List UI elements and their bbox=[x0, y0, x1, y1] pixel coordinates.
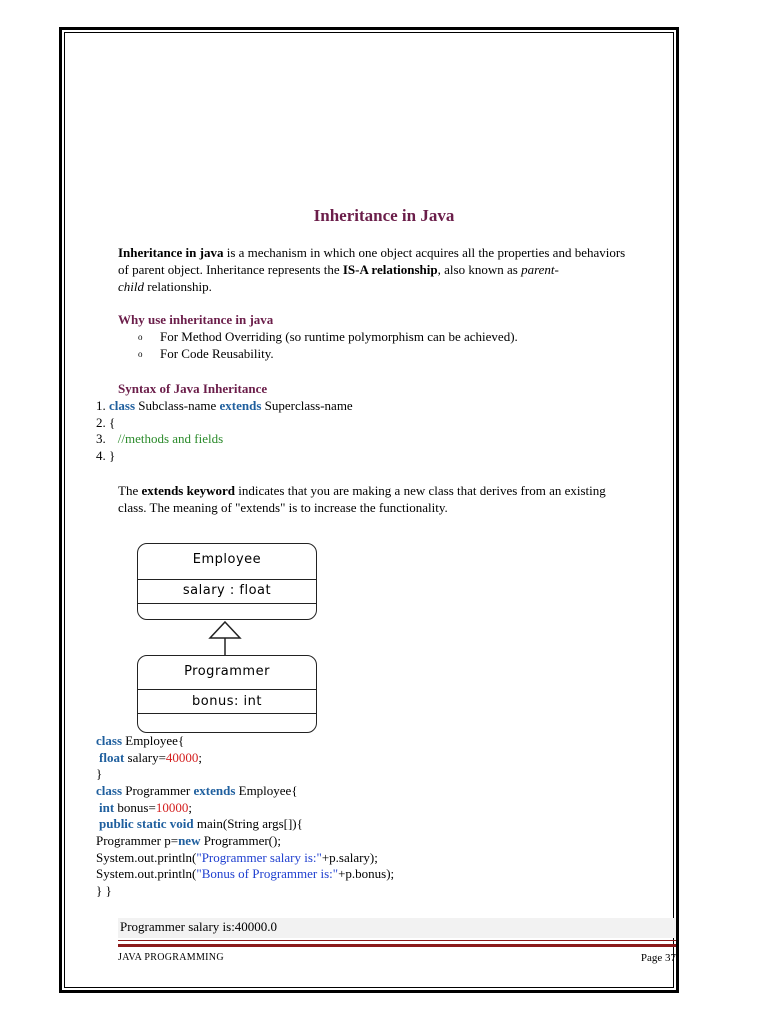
code-line bbox=[96, 833, 281, 850]
intro-text: relationship. bbox=[144, 279, 212, 294]
code-line: } } bbox=[96, 883, 112, 898]
footer-title: JAVA PROGRAMMING bbox=[118, 952, 224, 963]
uml-divider bbox=[138, 579, 316, 580]
inheritance-arrow-icon bbox=[200, 620, 250, 658]
syntax-line-1 bbox=[96, 398, 353, 415]
bullet-item bbox=[138, 346, 274, 362]
code-text: main(String args[]){ bbox=[193, 816, 303, 831]
bullet-text: For Code Reusability. bbox=[160, 346, 274, 361]
intro-text: of parent object. Inheritance represents the bbox=[118, 262, 343, 277]
code-number: 10000 bbox=[155, 800, 189, 815]
extends-bold: extends keyword bbox=[141, 483, 235, 498]
code-text: System.out.println( bbox=[96, 866, 197, 881]
keyword: int bbox=[99, 800, 115, 815]
line-number: 3. bbox=[96, 431, 106, 446]
intro-bold-lead: Inheritance in java bbox=[118, 245, 224, 260]
syntax-line-4: 4. } bbox=[96, 448, 116, 463]
keyword: class bbox=[96, 783, 122, 798]
code-text: Employee{ bbox=[235, 783, 298, 798]
uml-class-name: Programmer bbox=[184, 664, 270, 679]
bullet-circle-icon: o bbox=[138, 332, 143, 342]
uml-divider bbox=[138, 713, 316, 714]
output-text: Programmer salary is:40000.0 bbox=[120, 919, 278, 934]
extends-text: indicates that you are making a new class that derives from an existing bbox=[235, 483, 606, 498]
syntax-line-3 bbox=[96, 431, 223, 448]
footer-rule-thin bbox=[118, 940, 676, 941]
code-text: Employee{ bbox=[122, 733, 185, 748]
keyword: float bbox=[99, 750, 125, 765]
code-line bbox=[99, 750, 202, 767]
code-text: +p.bonus); bbox=[338, 866, 395, 881]
uml-class-programmer bbox=[137, 655, 317, 733]
code-comment: //methods and fields bbox=[117, 431, 224, 446]
code-text: Programmer bbox=[122, 783, 194, 798]
code-text: ; bbox=[188, 800, 192, 815]
syntax-heading: Syntax of Java Inheritance bbox=[118, 381, 268, 396]
code-line bbox=[99, 816, 303, 833]
extends-line-2: class. The meaning of "extends" is to increase the functionality. bbox=[118, 500, 448, 515]
uml-divider bbox=[138, 603, 316, 604]
uml-attribute: salary : float bbox=[182, 583, 272, 598]
bullet-text: For Method Overriding (so runtime polymorphism can be achieved). bbox=[160, 329, 518, 344]
uml-class-name: Employee bbox=[192, 552, 262, 567]
code-text: System.out.println( bbox=[96, 850, 197, 865]
code-text: +p.salary); bbox=[321, 850, 378, 865]
bullet-circle-icon: o bbox=[138, 349, 143, 359]
code-text: Superclass-name bbox=[261, 398, 353, 413]
code-line bbox=[96, 866, 394, 883]
code-text: Programmer p= bbox=[96, 833, 179, 848]
why-heading: Why use inheritance in java bbox=[118, 312, 274, 327]
intro-line-2 bbox=[118, 262, 559, 279]
code-line bbox=[96, 733, 184, 750]
bullet-item bbox=[138, 329, 518, 345]
extends-text: The bbox=[118, 483, 142, 498]
footer-rule-thick bbox=[118, 944, 676, 947]
code-text: Subclass-name bbox=[135, 398, 220, 413]
code-line: } bbox=[96, 766, 103, 781]
code-text: ; bbox=[198, 750, 203, 765]
intro-line-3 bbox=[118, 279, 212, 296]
syntax-line-2: 2. { bbox=[96, 415, 116, 430]
code-line bbox=[96, 850, 378, 867]
keyword: new bbox=[178, 833, 201, 848]
page-number: Page 37 bbox=[640, 952, 676, 964]
uml-class-employee bbox=[137, 543, 317, 620]
child-italic: child bbox=[118, 279, 144, 294]
uml-divider bbox=[138, 689, 316, 690]
parent-italic: parent- bbox=[521, 262, 559, 277]
keyword: class bbox=[96, 733, 122, 748]
code-string: "Bonus of Programmer is:" bbox=[196, 866, 339, 881]
code-text: bonus= bbox=[114, 800, 156, 815]
intro-line-1 bbox=[118, 245, 625, 262]
code-number: 40000 bbox=[165, 750, 199, 765]
extends-line-1 bbox=[118, 483, 606, 500]
is-a-bold: IS-A relationship bbox=[342, 262, 438, 277]
program-output bbox=[118, 918, 676, 938]
line-number: 1. bbox=[96, 398, 109, 413]
code-text: Programmer(); bbox=[200, 833, 281, 848]
code-string: "Programmer salary is:" bbox=[196, 850, 322, 865]
code-line bbox=[99, 800, 192, 817]
uml-attribute: bonus: int bbox=[192, 694, 262, 709]
keyword: extends bbox=[193, 783, 236, 798]
keyword: class bbox=[109, 398, 135, 413]
code-line bbox=[96, 783, 298, 800]
intro-text: is a mechanism in which one object acquires all the properties and behaviors bbox=[223, 245, 626, 260]
keyword: public static void bbox=[99, 816, 194, 831]
code-text: salary= bbox=[124, 750, 166, 765]
intro-text: , also known as bbox=[437, 262, 522, 277]
page-title: Inheritance in Java bbox=[313, 206, 455, 225]
keyword: extends bbox=[219, 398, 262, 413]
